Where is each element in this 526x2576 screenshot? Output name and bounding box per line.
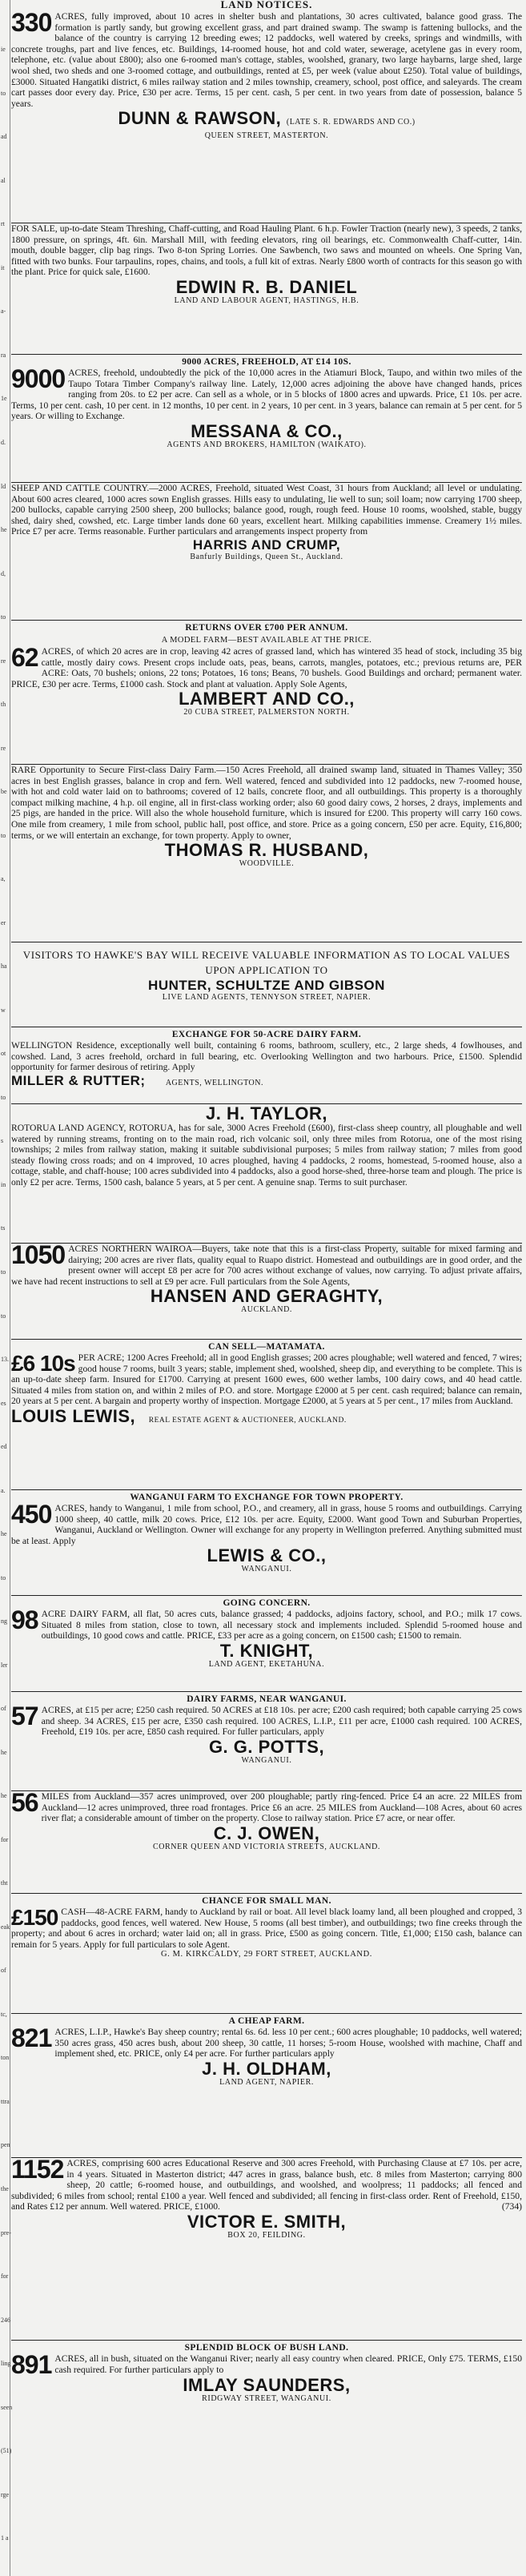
gutter-fragment: ling [1,2360,11,2367]
gutter-fragment: to [1,613,6,621]
gutter-fragment: for [1,1836,9,1843]
gutter-fragment: it [1,264,5,271]
ad-address: WANGANUI. [241,1755,292,1765]
gutter-fragment: ie [1,46,6,53]
advertisement [11,2013,522,2156]
ad-address: REAL ESTATE AGENT & AUCTIONEER, AUCKLAND. [148,1416,347,1425]
ad-headline: CAN SELL—MATAMATA. [208,1342,325,1352]
advertisement [11,2157,522,2339]
gutter-fragment: to [1,1268,6,1276]
advertisement [11,1790,522,1892]
gutter-fragment: a- [1,307,6,315]
ad-body: SHEEP AND CATTLE COUNTRY.—2000 ACRES, Freehold, situated West Coast, 31 hours from Auckland; all level or undulating. About 600 acres cleared, 1000 acres sown English grasses. Hills easy to undulating, lie well to sun; soil loam; now carrying 1700 sheep, 200 bullocks, capable carrying 2500 sheep, 200 bullocks; balance good, rough, rough feed. House 10 rooms, woolshed, stable, buggy shed, dairy shed, cowshed, etc. Large timber lands done 60 years, excellent heart. Milking capabilities immense. Creamery 1½ miles. Price £7 per acre. Terms reasonable. Further particulars and arrangements inspect property from [11,483,522,537]
advertisement [11,1595,522,1690]
ad-address: LAND AND LABOUR AGENT, HASTINGS, H.B. [174,295,359,305]
ad-address: WANGANUI. [241,1565,292,1574]
advertisement [11,2340,522,2461]
ad-acreage: 1152 [11,2157,64,2184]
ad-advertiser: J. H. OLDHAM, [202,2058,331,2079]
ad-address: LAND AGENT, EKETAHUNA. [208,1659,325,1669]
ad-address: LAND AGENT, NAPIER. [219,2077,314,2087]
ad-body: VISITORS TO HAWKE'S BAY WILL RECEIVE VALUABLE INFORMATION AS TO LOCAL VALUES UPON APPLICATION TO [22,949,511,976]
ad-address: BOX 20, FEILDING. [227,2230,306,2240]
ad-headline: 9000 ACRES, FREEHOLD, AT £14 10S. [182,357,351,367]
gutter-fragment: ot [1,1050,6,1057]
advertisement [11,482,522,619]
ad-tag: (734) [501,2201,522,2212]
gutter-fragment: he [1,1530,7,1537]
gutter-fragment: d, [1,570,6,577]
ad-address: RIDGWAY STREET, WANGANUI. [202,2394,331,2403]
advertisement [11,1691,522,1790]
gutter-fragment: pen [1,2141,10,2148]
land-notices-column [11,0,522,2403]
ad-advertiser: HANSEN AND GERAGHTY, [150,1286,383,1307]
ad-body: ROTORUA LAND AGENCY, ROTORUA, has for sale, 3000 Acres Freehold (£600), first-class sheep country, all ploughable and well watered by running streams, fronting on to the main road, rich volcanic soil, only three miles from Rotorua, one of the most rising townships; 2 miles from railway station, making it suitable subdivisional purposes; 5 miles from railway station; 7 miles from good steady flowing cross roads; and on 4 improved, 10 acres ploughed, having 4 paddocks, 2 rooms, homestead, 5-roomed house, also a cottage, stable, and chaff-house; 100 acres subdivided into 4 paddocks, also a good horse-shed, three-horse team and plough. The price is only £2 per acre. Terms, 1500 cash, balance 5 years, at 5 per cent. A genuine snap. Terms to suit purchaser. [11,1123,522,1188]
gutter-fragment: in [1,1181,6,1188]
gutter-fragment: s [1,1137,4,1144]
ad-body: CASH—48-ACRE FARM, handy to Auckland by rail or boat. All level black loamy land, all been ploughed and cropped, 3 paddocks, good fences, well watered. New House, 5 rooms (all best timber), and outbuildings; two fine creeks through the property; and about 6 acres in orchard; water laid on; all in grass. Price, £500 as going concern. Title, £1,000; £150 cash, balance can remain for 5 years. Apply for full particulars to sole Agent. [11,1907,522,1950]
advertisement [11,354,522,481]
gutter-fragment: ra [1,352,6,359]
advertisement [11,223,522,353]
ad-headline: GOING CONCERN. [223,1598,311,1608]
advertisement [11,620,522,763]
gutter-fragment: for [1,2273,9,2280]
gutter-fragment: es [1,1400,6,1407]
gutter-fragment: to [1,90,6,97]
ad-acreage: 9000 [11,364,66,393]
ad-advertiser: MILLER & RUTTER; AGENTS, WELLINGTON. [11,1072,263,1088]
ad-advertiser: THOMAS R. HUSBAND, [164,840,369,861]
ad-advertiser: VICTOR E. SMITH, [187,2211,347,2232]
ad-body: ACRE DAIRY FARM, all flat, 50 acres cuts, balance grassed; 4 paddocks, adjoins factory, school, and P.O.; milk 17 cows. Situated 8 miles from station, close to town, all necessary stock and implements included. Splendid 5-roomed house and outbuildings, 10 good cows and cattle. PRICE, £33 per acre as a going concern, on £1500 cash; £1500 to remain. [41,1609,522,1642]
gutter-fragment: 246 [1,2317,10,2324]
gutter-fragment: er [1,919,6,926]
ad-address: CORNER QUEEN AND VICTORIA STREETS, AUCKLAND. [152,1842,381,1851]
ad-address: AUCKLAND. [240,1305,292,1315]
ad-acreage: 98 [11,1605,38,1634]
ad-body: ACRES, fully improved, about 10 acres in shelter bush and plantations, 30 acres cultivated, balance good grass. The formation is partly sandy, but growing excellent grass, and part drained swamp. The swamp is fattening bullocks, and the balance of the country is carrying 12 breeding ewes; 12 paddocks, well watered by creeks, springs and windmills, with concrete troughs, part and live fences, etc. Buildings, 14-roomed house, hot and cold water, sewerage, acetylene gas in every room, telephone, etc. (value about £800); also one 6-roomed man's cottage, stables, woolshed, granary, two large haybarns, large shed, large wool shed, two sheds and one 3-roomed cottage, and outbuildings, rented at £5, per week (value about £250). Total value of buildings, £3000. Situated Hangatiki district, 6 miles railway station and 2 miles township, creamery, school, post office, and saleyards. The cream cart passes door every day. Price, £30 per acre. Terms, 15 per cent. cash, 5 per cent. in two years from date of possession, balance 5 years. [11,11,522,109]
ad-body: ACRES, at £15 per acre; £250 cash required. 50 ACRES at £18 10s. per acre; £200 cash required; both capable carrying 25 cows and sheep. 34 ACRES, £15 per acre, £350 cash required. 100 ACRES, L.I.P., £11 per acre, £1000 cash required. 100 ACRES, Freehold, £19 10s. per acre, £850 cash required. For fuller particulars, apply [41,1705,522,1738]
gutter-fragment: to [1,1574,6,1581]
gutter-fragment: tht [1,1879,8,1887]
ad-acreage: 330 [11,11,52,37]
ad-address: WOODVILLE. [239,859,295,869]
gutter-fragment: tc, [1,2011,7,2018]
gutter-fragment: to [1,1312,6,1320]
ad-address: 20 CUBA STREET, PALMERSTON NORTH. [183,708,350,717]
ad-body: WELLINGTON Residence, exceptionally well built, containing 6 rooms, bathroom, scullery, etc., 2 large sheds, 4 fowlhouses, and cowshed. Land, 3 acres freehold, orchard in full bearing, etc. Overlooking Wellington and two harbours. Price, £1500. Splendid opportunity for farmer desirous of retiring. Apply [11,1040,522,1073]
gutter-fragment: ts [1,1224,6,1232]
gutter-fragment: rge [1,2491,10,2498]
ad-advertiser: LEWIS & CO., [207,1545,327,1566]
gutter-fragment: a, [1,875,6,882]
gutter-fragment: rt [1,220,5,227]
ad-advertiser: MESSANA & CO., [191,420,343,441]
ad-headline: SPLENDID BLOCK OF BUSH LAND. [184,2343,349,2353]
ad-advertiser: HUNTER, SCHULTZE AND GIBSON [148,978,385,993]
gutter-fragment: 1 a [1,2534,9,2542]
ad-price: £150 [11,1905,58,1930]
gutter-fragment: d. [1,439,6,446]
gutter-fragment: he [1,1792,7,1799]
gutter-fragment: to [1,1094,6,1101]
gutter-fragment: re [1,745,6,752]
ad-body: ACRES NORTHERN WAIROA—Buyers, take note that this is a first-class Property, suitable for mixed farming and dairying; 200 acres are river flats, quality equal to Ruapo district. Homestead and outbuildings are in good order, and the present owner will accept £8 per acre for 700 acres without exchange of values, now carrying. To adjust private affairs, we have had recent instructions to sell at £9 per acre. Full particulars from the Sole Agents, [11,1244,522,1287]
ad-acreage: 891 [11,2350,52,2379]
gutter-fragment: be [1,788,7,795]
ad-acreage: 821 [11,2023,52,2052]
advertisement [11,764,522,941]
advertisement [11,1893,522,2012]
gutter-fragment: re [1,657,6,665]
advertisement [11,1489,522,1594]
advertisement [11,1243,522,1338]
ad-acreage: 57 [11,1702,38,1730]
ad-advertiser: IMLAY SAUNDERS, [183,2375,351,2395]
gutter-fragment: pre- [1,2229,11,2236]
ad-body: ACRES, L.I.P., Hawke's Bay sheep country; rental 6s. 6d. less 10 per cent.; 600 acres ploughable; 10 paddocks, well watered; 350 acres grass, 450 acres bush, about 200 sheep, 30 cattle, 11 horses; 5-room House, woolshed with machine, Chaff and implement shed, etc. PRICE, only £4 per acre. For further particulars apply [54,2027,522,2060]
gutter-fragment: ton [1,2054,10,2061]
gutter-fragment: ed [1,1443,7,1450]
gutter-fragment: a. [1,1487,6,1494]
gutter-fragment: of [1,1967,6,1974]
gutter-fragment: eak [1,1923,10,1931]
ad-advertiser: LOUIS LEWIS, REAL ESTATE AGENT & AUCTIONEER, AUCKLAND. [11,1405,347,1426]
ad-headline: EXCHANGE FOR 50-ACRE DAIRY FARM. [171,1030,362,1039]
advertisement [11,1027,522,1103]
ad-body: PER ACRE; 1200 Acres Freehold; all in good English grasses; 200 acres ploughable; well watered and fenced, 7 wires; good house 7 rooms, built 3 years; stable, implement shed, woolshed, sheep dip, and everything to be complete. This is an up-to-date sheep farm. Insured for £1700. Carrying at present 1600 ewes, 600 wether lambs, 100 dairy cows, and 40 head cattle. Situated 4 miles from station on, and within 2 miles of P.O. and store. Mortgage £2000 at 5 per cent. cash required; balance can remain, 20 years at 5 per cent. A bargain and property worthy of inspection. Mortgage £2000, at 5 years at 5 per cent., 17 miles from Auckland. [11,1352,522,1407]
ad-subheadline: A MODEL FARM—BEST AVAILABLE AT THE PRICE. [161,636,372,645]
gutter-fragment: ad [1,133,7,140]
ad-advertiser: C. J. OWEN, [213,1822,320,1843]
ad-advertiser-note: (LATE S. R. EDWARDS AND CO.) [286,118,416,127]
advertisement [11,1339,522,1489]
ad-body: ACRES, comprising 600 acres Educational Reserve and 300 acres Freehold, with Purchasing Clause at £7 10s. per acre, in 4 years. Situated in Masterton district; 447 acres in grass, balance bush, etc. 8 miles from Masterton; carrying 800 sheep, 20 cattle; 6-roomed house, and outbuildings, and woolshed, and woolpress; 11 paddocks; all fenced and subdivided; 6 miles from school; rental £100 a year. Well fenced and subdivided; all fencing in first-class order. Rent of Freehold, £150, and Rates £12 per annum. Well watered. PRICE, £1000. (734) [11,2158,522,2212]
section-masthead: LAND NOTICES. [220,0,313,10]
gutter-fragment: to [1,832,6,839]
ad-address: AGENTS AND BROKERS, HAMILTON (WAIKATO). [167,440,367,449]
gutter-fragment: w [1,1007,6,1014]
ad-acreage: 56 [11,1790,38,1817]
ad-headline: CHANCE FOR SMALL MAN. [202,1896,331,1906]
ad-address: LIVE LAND AGENTS, TENNYSON STREET, NAPIER. [162,993,371,1002]
ad-body: FOR SALE, up-to-date Steam Threshing, Chaff-cutting, and Road Hauling Plant. 6 h.p. Fowler Traction (nearly new), 3 speeds, 2 tanks, 1800 pressure, on springs, 4ft. 6in. Marshall Mill, with feeding elevators, ring oil bearings, etc. Commonwealth Chaff-cutter, 14in. mouth, double bagger, clip bag rings. Two 8-ton Spring Lorries. One Sawbench, two saws and mounted on wheels. One Spring Van, fitted with two bunks. Four tarpaulins, ropes, chains, and tools, a full kit of extras. Nearly £800 worth of contracts for this season go with the plant. Price for quick sale, £1600. [11,223,522,278]
gutter-fragment: the [1,2185,9,2192]
ad-advertiser: HARRIS AND CRUMP, [192,536,341,553]
ad-address: G. M. KIRKCALDY, 29 FORT STREET, AUCKLAND. [160,1950,373,1959]
gutter-fragment: he [1,526,7,533]
ad-address: AGENTS, WELLINGTON. [165,1078,263,1087]
gutter-fragment: ttra [1,2098,10,2105]
ad-headline: A CHEAP FARM. [228,2016,305,2026]
ad-headline: RETURNS OVER £700 PER ANNUM. [185,623,348,633]
gutter-fragment: ler [1,1662,8,1669]
ad-advertiser: G. G. POTTS, [208,1736,325,1757]
gutter-fragment: th [1,701,6,708]
gutter-fragment: 13. [1,1356,9,1363]
ad-body: MILES from Auckland—357 acres unimproved, over 200 ploughable; partly ring-fenced. Price £4 an acre. 22 MILES from Auckland—12 acres unimproved, three road frontages. Price £6 an acre. 25 MILES from Auckland—108 Acres, about 60 acres river flat; a considerable amount of timber on the property. Close to railway station. Price £7 acre, or near offer. [41,1791,522,1824]
gutter-fragment: 1e [1,395,7,402]
gutter-fragment: ld [1,483,6,490]
gutter-fragment: of [1,1705,6,1712]
ad-acreage: 1050 [11,1243,66,1269]
ad-acreage: 450 [11,1500,52,1529]
advertisement [11,1103,522,1242]
ad-body: RARE Opportunity to Secure First-class Dairy Farm.—150 Acres Freehold, all drained swamp land, situated in Thames Valley; 350 acres in best English grasses, balance in crop and fern. Well watered, fenced and subdivided into 12 paddocks, new 7-roomed house, with hot and cold water laid on to bathrooms; covered of 12 bails, concrete floor, and all outbuildings. This property is a thoroughly compact milking machine, 4 h.p. oil engine, all in first-class working order; also 60 good dairy cows, 2 horses, 2 drays, implements and 25 pigs, are handed in the price. Will also the whole household furniture, which is insured for £200. This property will carry 160 cows. One mile from creamery, 1 mile from school, public hall, post office, and store. Price as a going concern, £50 per acre. Equity, £16,800; terms, or we will entertain an exchange, for town property. Apply to owner, [11,765,522,841]
ad-acreage: 62 [11,643,38,672]
gutter-fragment: he [1,1749,7,1756]
ad-price: £6 10s [11,1351,75,1376]
ad-headline: WANGANUI FARM TO EXCHANGE FOR TOWN PROPERTY. [130,1493,404,1502]
ad-address: Banfurly Buildings, Queen St., Auckland. [190,552,343,561]
ad-body: ACRES, handy to Wanganui, 1 mile from school, P.O., and creamery, all in grass, house 5 rooms and outbuildings. Carrying 1000 sheep, 40 cattle, milk 20 cows. Price, £12 10s. per acre. Equity, £2000. Want good Town and Suburban Properties, Wanganui, Auckland or Wellington. Owner will exchange for any property in Wellington preferred. Anything submitted must be at least. Apply [11,1503,522,1546]
gutter-fragment: ha [1,962,7,970]
advertisement [11,942,522,1026]
ad-headline: DAIRY FARMS, NEAR WANGANUI. [187,1694,347,1704]
ad-body: ACRES, all in bush, situated on the Wanganui River; nearly all easy country when cleared. PRICE, Only £75. TERMS, £150 cash required. For further particulars apply to [54,2353,522,2375]
gutter-fragment: (51) [1,2447,12,2454]
ad-advertiser: EDWIN R. B. DANIEL [175,276,358,297]
ad-advertiser: T. KNIGHT, [219,1640,314,1661]
ad-body: ACRES, of which 20 acres are in crop, leaving 42 acres of grassed land, which has wintered 35 head of stock, including 35 big cattle, mostly dairy cows. Present crops include oats, peas, beans, carrots, mangles, potatoes, etc.; previous returns are, PER ACRE: Oats, 70 bushels; onions, 22 tons; Potatoes, 16 tons; Beans, 70 bushels. Good Buildings and orchard; permanent water. PRICE, £30 per acre. Terms, £1000 cash. Stock and plant at valuation. Apply Sole Agents, [11,646,522,689]
ad-advertiser: LAMBERT AND CO., [179,689,355,709]
ad-body: ACRES, freehold, undoubtedly the pick of the 10,000 acres in the Atiamuri Block, Taupo, and within two miles of the Taupo Totara Timber Company's railway line. Lately, 12,000 acres adjoining the above have changed hands, prices ranging from 20s. to £2 per acre. Can sell as a whole, or in 5 blocks of 1800 acres and upwards. Price, £1 10s. per acre. Terms, 10 per cent. cash, 10 per cent. in 12 months, 10 per cent. in 2 years, 10 per cent. in 3 years, balance can remain at 5 per cent. for 5 years. Or willing to Exchange. [11,368,522,422]
left-column-fragment [0,0,13,2576]
ad-advertiser: J. H. TAYLOR, [206,1103,327,1123]
gutter-fragment: seen [1,2404,13,2411]
advertisement [11,11,522,221]
ad-address: QUEEN STREET, MASTERTON. [204,131,329,141]
gutter-fragment: al [1,177,6,184]
gutter-fragment: ng [1,1618,7,1625]
ad-advertiser: DUNN & RAWSON, (LATE S. R. EDWARDS AND CO.) [118,108,416,129]
